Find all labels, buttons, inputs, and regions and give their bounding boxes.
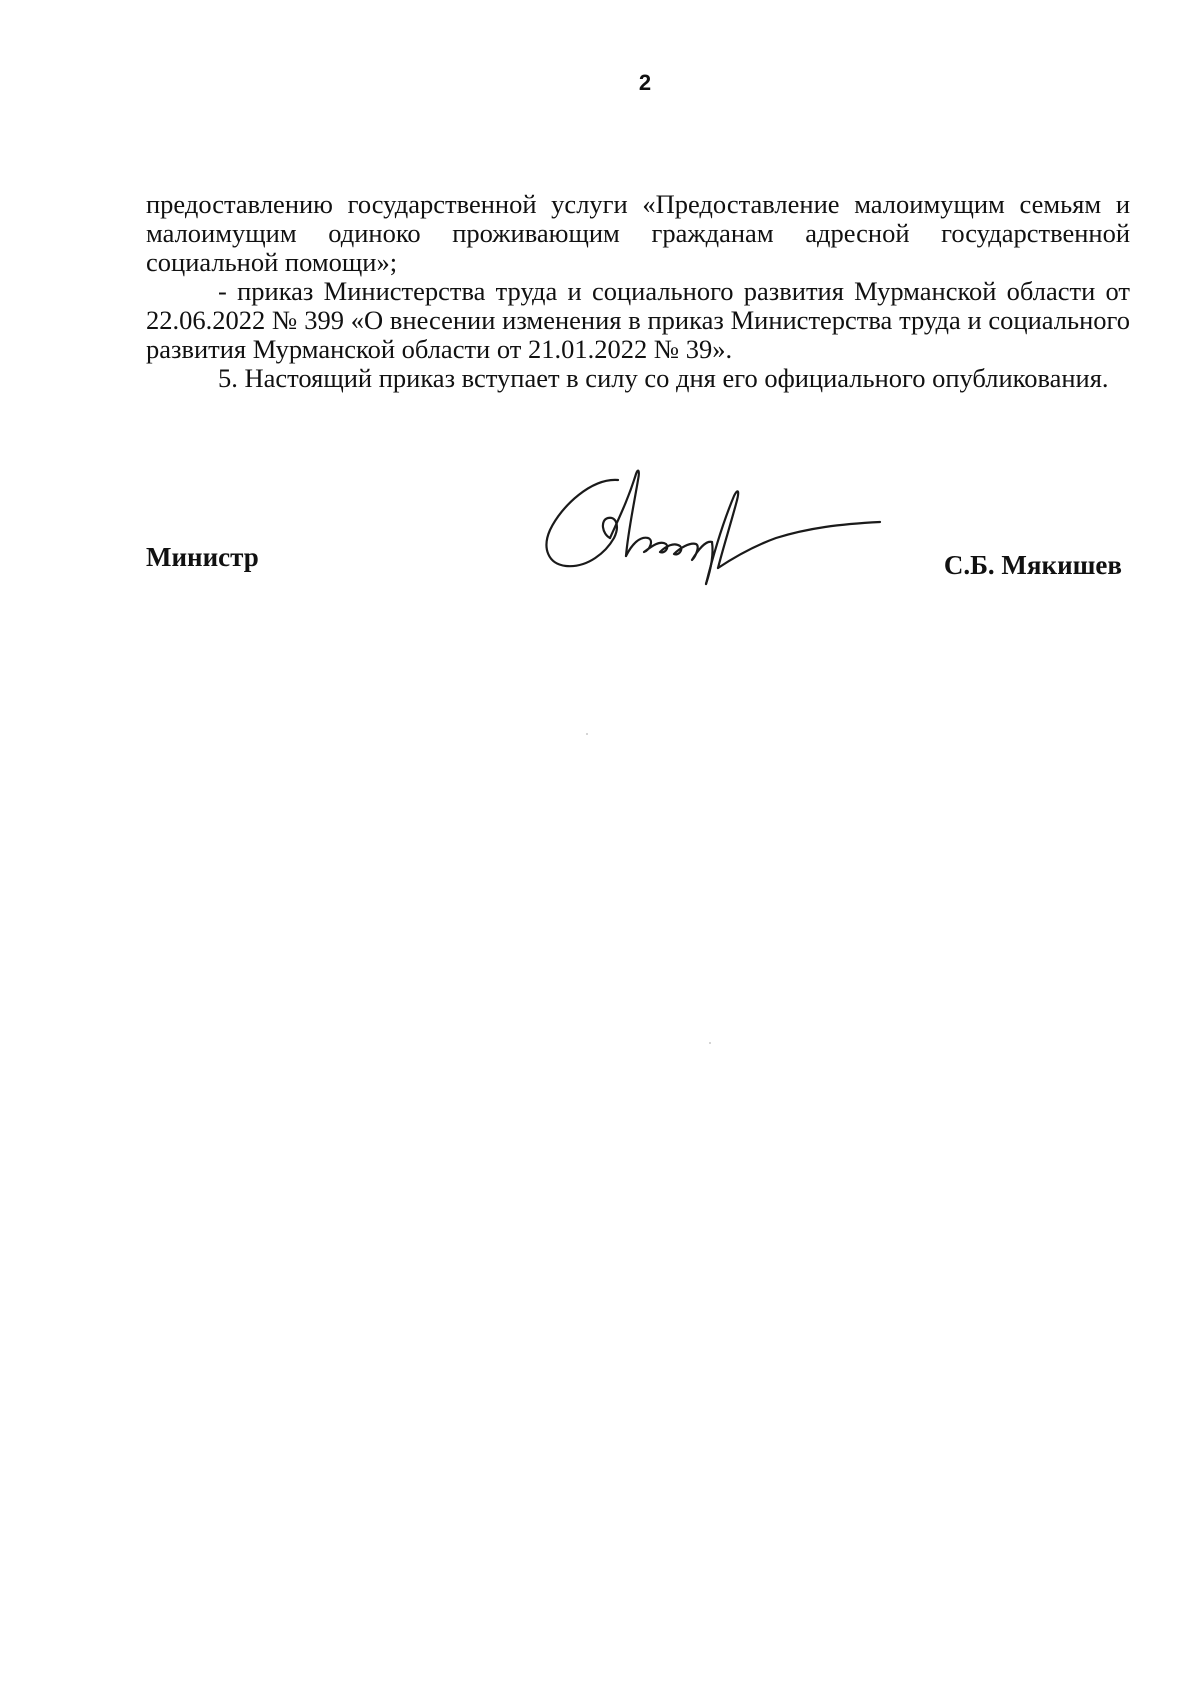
paragraph-effective-date: 5. Настоящий приказ вступает в силу со дня его официального опубликования. <box>218 363 1109 393</box>
signatory-title: Министр <box>146 542 259 572</box>
scan-speck <box>586 733 588 735</box>
page-number: 2 <box>638 70 652 95</box>
paragraph-order-399: - приказ Министерства труда и социального развития Мурманской области от 22.06.2022 № 399 «О внесении изменения в приказ Министерства труда и социального развития Мурманской области от 21.01.2022 № 39». <box>146 276 1130 364</box>
scan-speck <box>709 1042 711 1044</box>
document-body <box>146 190 1130 393</box>
signatory-name: С.Б. Мякишев <box>943 550 1122 580</box>
paragraph-service-clause: предоставлению государственной услуги «Предоставление малоимущим семьям и малоимущим одиноко проживающим гражданам адресной государственной социальной помощи»; <box>146 189 1130 277</box>
signature-block <box>146 542 1130 582</box>
